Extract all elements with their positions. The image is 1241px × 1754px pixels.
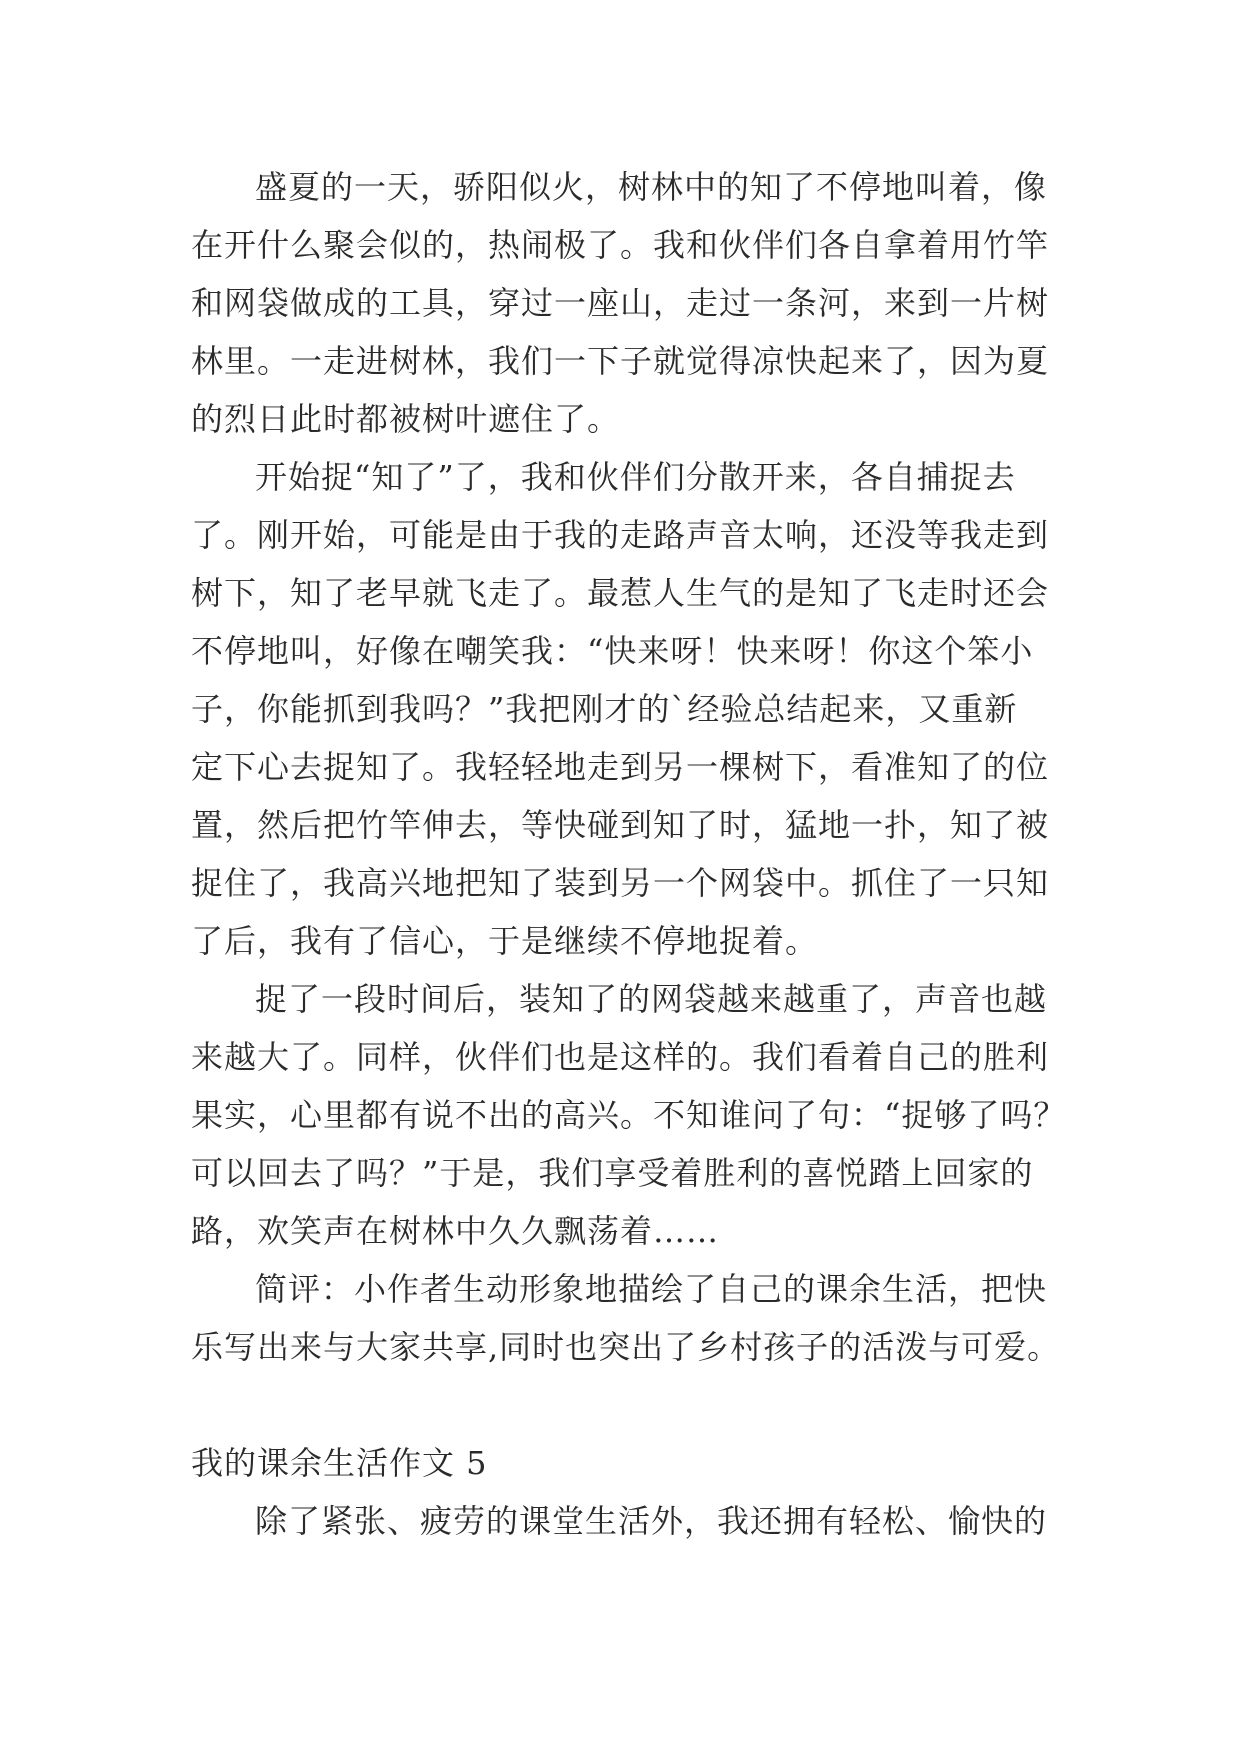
text-line: 路，欢笑声在树林中久久飘荡着…… [191,1212,720,1250]
text-line: 来越大了。同样，伙伴们也是这样的。我们看着自己的胜利 [191,1038,1050,1076]
text-line: 林里。一走进树林，我们一下子就觉得凉快起来了，因为夏 [191,342,1050,380]
text-line: 置，然后把竹竿伸去，等快碰到知了时，猛地一扑，知了被 [191,806,1050,844]
paragraph-final [191,1492,1053,1550]
text-line: 定下心去捉知了。我轻轻地走到另一棵树下，看准知了的位 [191,748,1050,786]
text-line: 了。刚开始，可能是由于我的走路声音太响，还没等我走到 [191,516,1050,554]
text-line: 盛夏的一天，骄阳似火，树林中的知了不停地叫着，像 [255,168,1048,206]
text-line: 子，你能抓到我吗？”我把刚才的`经验总结起来，又重新 [191,690,1018,728]
text-line: 捉了一段时间后，装知了的网袋越来越重了，声音也越 [255,980,1048,1018]
text-line: 捉住了，我高兴地把知了装到另一个网袋中。抓住了一只知 [191,864,1050,902]
paragraph-3 [191,970,1067,1260]
text-line: 在开什么聚会似的，热闹极了。我和伙伴们各自拿着用竹竿 [191,226,1050,264]
text-line: 乐写出来与大家共享,同时也突出了乡村孩子的活泼与可爱。 [191,1328,1061,1366]
text-line: 简评：小作者生动形象地描绘了自己的课余生活，把快 [255,1270,1048,1308]
text-line: 除了紧张、疲劳的课堂生活外，我还拥有轻松、愉快的 [255,1502,1048,1540]
text-line: 和网袋做成的工具，穿过一座山，走过一条河，来到一片树 [191,284,1050,322]
text-line: 不停地叫，好像在嘲笑我：“快来呀！快来呀！你这个笨小 [191,632,1034,670]
text-line: 了后，我有了信心，于是继续不停地捉着。 [191,922,819,960]
text-line: 可以回去了吗？”于是，我们享受着胜利的喜悦踏上回家的 [191,1154,1034,1192]
paragraph-review [191,1260,1061,1376]
text-line: 树下，知了老早就飞走了。最惹人生气的是知了飞走时还会 [191,574,1050,612]
text-line: 的烈日此时都被树叶遮住了。 [191,400,621,438]
article-body [191,158,1067,1550]
text-line: 开始捉“知了”了，我和伙伴们分散开来，各自捕捉去 [255,458,1016,496]
paragraph-1 [191,158,1053,448]
text-line: 果实，心里都有说不出的高兴。不知谁问了句：“捉够了吗？ [191,1096,1067,1134]
paragraph-2 [191,448,1053,970]
section-heading: 我的课余生活作文 5 [191,1444,488,1482]
